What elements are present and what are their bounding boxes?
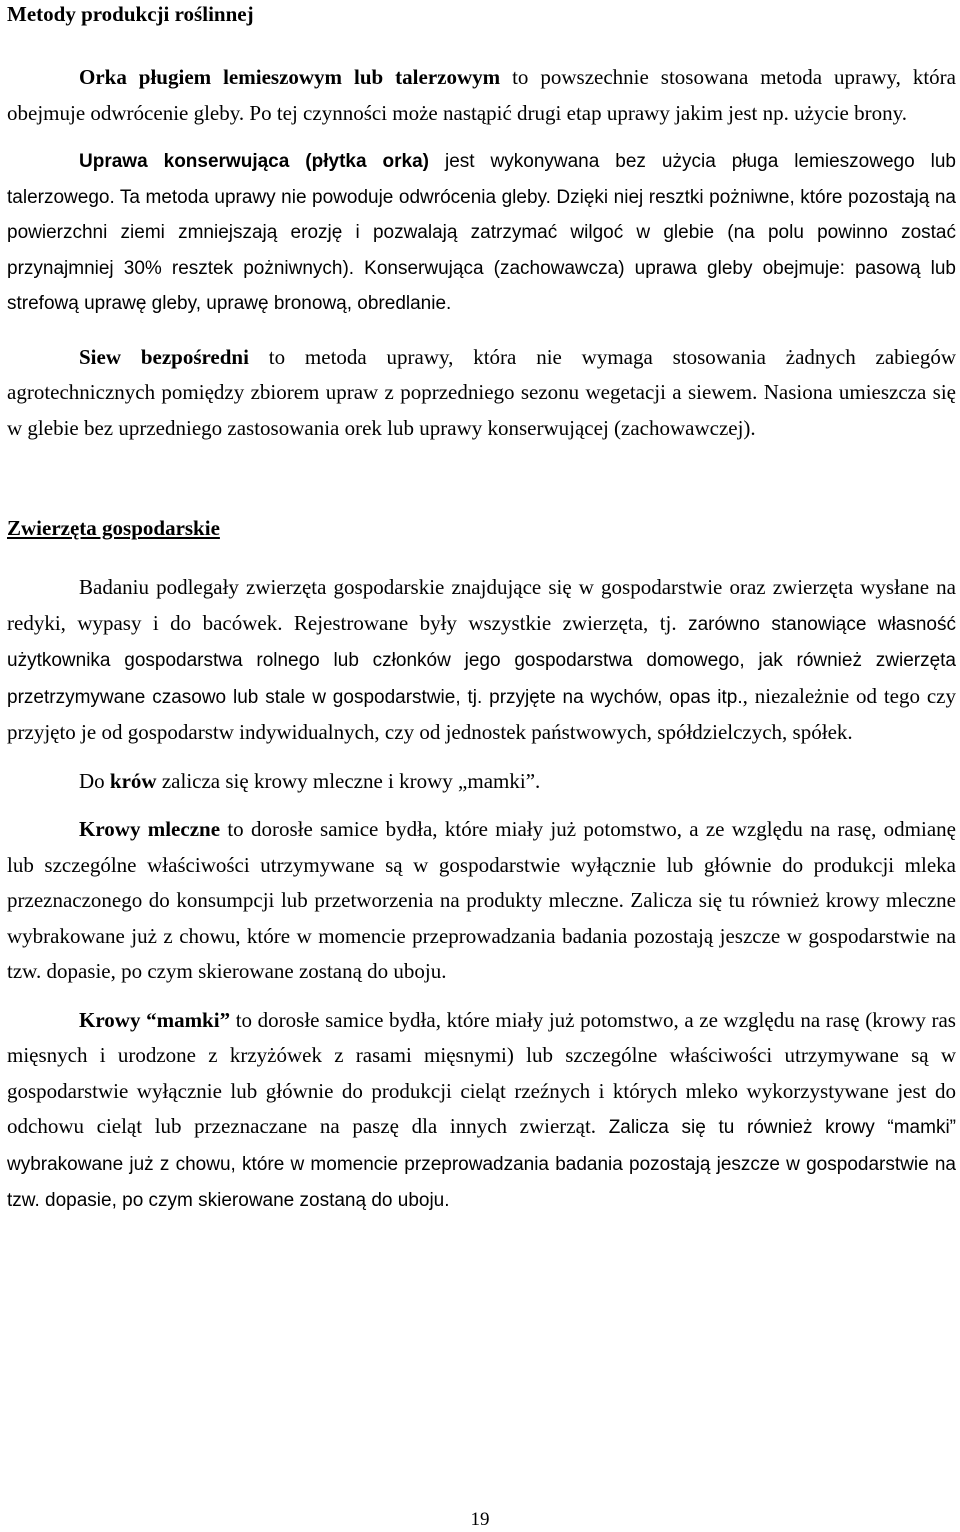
paragraph-livestock-scope-text-3: , niezależnie od tego czy przyjęto je od gospodarstw indywidualnych, czy od jednostek państwowych, spółdzielczych, spółek. (7, 683, 956, 744)
paragraph-suckler-cows-text-1: to dorosłe samice bydła, które miały już potomstwo, a ze względu na rasę (krowy ras mięsnych i urodzone z krzyżówek z rasami mięsnymi) lub szczególne właściwości utrzymywane są w gospodarstwie wyłącznie lub głównie do produkcji cieląt rzeźnych i których mleko wykorzystywane jest do odchowu cieląt lub przeznaczane na paszę dla innych zwierząt. (7, 1007, 956, 1138)
term-plowing: Orka pługiem lemieszowym lub talerzowym (79, 65, 501, 89)
paragraph-livestock-scope-text-2: zarówno stanowiące własność użytkownika gospodarstwa rolnego lub członków jego gospodarstwa domowego, jak również zwierzęta przetrzymywane czasowo lub stale w gospodarstwie, tj. przyjęte na wychów, opas itp. (7, 613, 956, 708)
page-number: 19 (470, 1509, 490, 1530)
paragraph-livestock-scope-text-1: Badaniu podlegały zwierzęta gospodarskie znajdujące się w gospodarstwie oraz zwierzęta wysłane na redyki, wypasy i do bacówek. Rejestrowane były wszystkie zwierzęta, tj. (7, 575, 956, 635)
paragraph-direct-sowing-text-2: Nasiona umieszcza się w glebie bez uprzedniego zastosowania orek lub uprawy konserwującej (zachowawczej). (7, 380, 956, 440)
paragraph-dairy-cows-text-2: Zalicza się tu również krowy mleczne wybrakowane już z chowu, które w momencie przeprowadzania badania pozostają jeszcze w gospodarstwie na tzw. dopasie, po czym skierowane zostaną do uboju. (7, 888, 956, 983)
paragraph-direct-sowing (7, 340, 956, 447)
section-heading-livestock: Zwierzęta gospodarskie (7, 516, 220, 540)
paragraph-dairy-cows-text-1: to dorosłe samice bydła, które miały już potomstwo, a ze względu na rasę, odmianę lub szczególne właściwości utrzymywane są w gospodarstwie wyłącznie lub głównie do produkcji mleka przeznaczonego do konsumpcji lub przetworzenia na produkty mleczne. (7, 817, 956, 912)
term-cows: krów (109, 768, 157, 793)
paragraph-direct-sowing-text-1: to metoda uprawy, która nie wymaga stosowania żadnych zabiegów agrotechnicznych pomiędzy zbiorem upraw z poprzedniego sezonu wegetacji a siewem. (7, 344, 956, 404)
paragraph-cows-post: zalicza się krowy mleczne i krowy „mamki”. (156, 768, 541, 793)
section-heading-plant-production: Metody produkcji roślinnej (7, 2, 254, 26)
term-direct-sowing: Siew bezpośredni (79, 344, 249, 369)
term-dairy-cows: Krowy mleczne (79, 817, 221, 841)
paragraph-livestock-scope (7, 570, 956, 751)
paragraph-suckler-cows (7, 1003, 956, 1219)
paragraph-cows-definition (7, 764, 956, 800)
paragraph-conservation-tillage (7, 144, 956, 322)
term-suckler-cows: Krowy “mamki” (79, 1007, 231, 1032)
paragraph-suckler-cows-text-2: Zalicza się tu również krowy “mamki” wybrakowane już z chowu, które w momencie przeprowadzania badania pozostają jeszcze w gospodarstwie na tzw. dopasie, po czym skierowane zostaną do uboju. (7, 1117, 956, 1211)
paragraph-dairy-cows (7, 812, 956, 990)
document-page (7, 0, 956, 1219)
paragraph-plowing (7, 60, 956, 131)
term-conservation-tillage: Uprawa konserwująca (płytka orka) (79, 151, 429, 172)
paragraph-conservation-tillage-text: jest wykonywana bez użycia pługa lemieszowego lub talerzowego. Ta metoda uprawy nie powoduje odwrócenia gleby. Dzięki niej resztki pożniwne, które pozostają na powierzchni ziemi zmniejszają erozję i pozwalają zatrzymać wilgoć w glebie (na polu powinno zostać przynajmniej 30% resztek pożniwnych). Konserwująca (zachowawcza) uprawa gleby obejmuje: pasową lub strefową uprawę gleby, uprawę bronową, obredlanie. (7, 151, 956, 314)
paragraph-cows-pre: Do (79, 768, 110, 793)
paragraph-plowing-text: to powszechnie stosowana metoda uprawy, która obejmuje odwrócenie gleby. Po tej czynności może nastąpić drugi etap uprawy jakim jest np. użycie brony. (7, 65, 956, 125)
